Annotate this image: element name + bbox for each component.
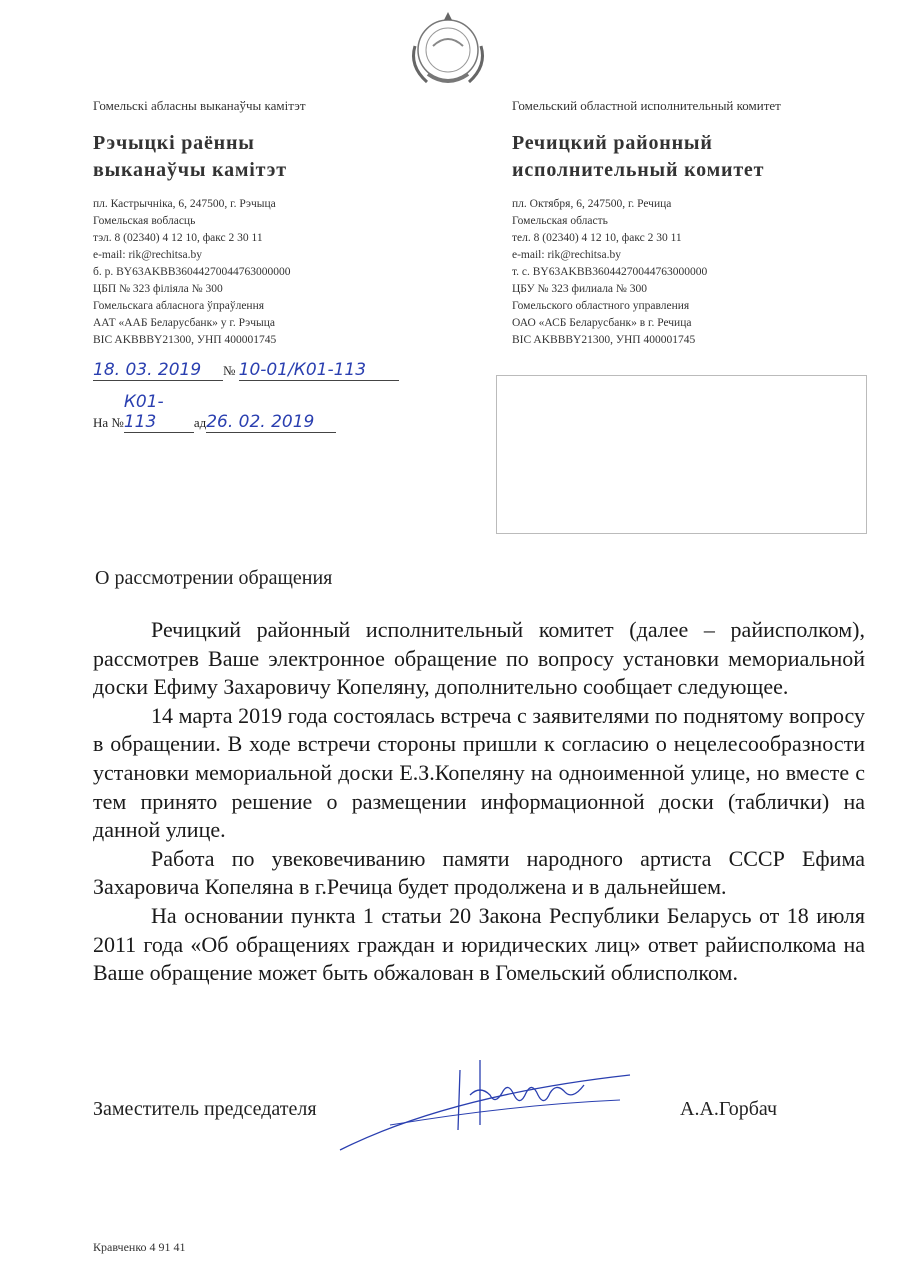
- address-line: ЦБУ № 323 филиала № 300: [512, 283, 648, 295]
- body-paragraph: Речицкий районный исполнительный комитет (далее – райисполком), рассмотрев Ваше электронное обращение по вопросу установки мемориальной доски Ефиму Захаровичу Копеляну, дополнительно сообщает следующее.: [93, 617, 865, 700]
- address-line: e-mail: rik@rechitsa.by: [93, 249, 202, 261]
- handwritten-signature: [330, 1055, 660, 1170]
- body-paragraph: На основании пункта 1 статьи 20 Закона Республики Беларусь от 18 июля 2011 года «Об обращениях граждан и юридических лиц» ответ райисполкома на Ваше обращение может быть обжалован в Гомельский облисполком.: [93, 902, 865, 986]
- address-line: пл. Октября, 6, 247500, г. Речица: [512, 198, 672, 210]
- body-paragraph: 14 марта 2019 года состоялась встреча с заявителями по поднятому вопросу в обращении. В ходе встречи стороны пришли к согласию о нецелесообразности установки мемориальной доски Е.З.Копеляну на одноименной улице, но вместе с тем принято решение о размещении информационной доски (таблички) на данной улице.: [93, 702, 865, 843]
- left-parent-org: Гомельскі абласны выканаўчы камітэт: [93, 98, 306, 113]
- address-line: б. р. BY63AKBB36044270044763000000: [93, 266, 291, 278]
- address-line: ААТ «ААБ Беларусбанк» у г. Рэчыца: [93, 317, 275, 329]
- footer-contact: Кравченко 4 91 41: [93, 1240, 186, 1254]
- handwritten-ref-date: 26. 02. 2019: [206, 412, 336, 433]
- recipient-address-box-redacted: [496, 375, 867, 534]
- right-org-title: [512, 130, 764, 184]
- handwritten-ref-number: К01-113: [124, 392, 194, 433]
- left-address-block: [93, 196, 291, 349]
- reference-row: [93, 392, 336, 433]
- address-line: ЦБП № 323 філіяла № 300: [93, 283, 223, 295]
- address-line: ОАО «АСБ Беларусбанк» в г. Речица: [512, 317, 692, 329]
- address-line: Гомельского областного управления: [512, 300, 690, 312]
- right-title-line: исполнительный комитет: [512, 159, 765, 181]
- address-line: Гомельская вобласць: [93, 215, 196, 227]
- coat-of-arms-emblem: [403, 6, 493, 97]
- address-line: BIC AKBBBY21300, УНП 400001745: [93, 334, 277, 346]
- number-label: №: [223, 363, 236, 378]
- signatory-position: Заместитель председателя: [93, 1098, 317, 1120]
- outgoing-number-row: [93, 360, 399, 381]
- left-org-title: [93, 130, 287, 184]
- body-paragraph: Работа по увековечиванию памяти народного артиста СССР Ефима Захаровича Копеляна в г.Речица будет продолжена и в дальнейшем.: [93, 845, 865, 900]
- right-parent-org: Гомельский областной исполнительный комитет: [512, 98, 781, 113]
- signatory-name: А.А.Горбач: [680, 1098, 778, 1120]
- address-line: e-mail: rik@rechitsa.by: [512, 249, 621, 261]
- subject-line: О рассмотрении обращения: [95, 567, 333, 589]
- letter-body: [93, 616, 865, 988]
- left-title-line: выканаўчы камітэт: [93, 159, 287, 181]
- handwritten-date: 18. 03. 2019: [93, 360, 223, 381]
- left-title-line: Рэчыцкі раённы: [93, 132, 255, 154]
- address-line: Гомельскага абласнога ўпраўлення: [93, 300, 265, 312]
- address-line: т. с. BY63AKBB36044270044763000000: [512, 266, 708, 278]
- address-line: пл. Кастрычніка, 6, 247500, г. Рэчыца: [93, 198, 276, 210]
- address-line: тел. 8 (02340) 4 12 10, факс 2 30 11: [512, 232, 682, 244]
- address-line: Гомельская область: [512, 215, 608, 227]
- address-line: тэл. 8 (02340) 4 12 10, факс 2 30 11: [93, 232, 263, 244]
- address-line: BIC AKBBBY21300, УНП 400001745: [512, 334, 696, 346]
- ref-label: На №: [93, 415, 124, 430]
- ref-from-label: ад: [193, 415, 207, 430]
- right-address-block: [512, 196, 707, 349]
- handwritten-number: 10-01/К01-113: [239, 360, 399, 381]
- right-title-line: Речицкий районный: [512, 132, 713, 154]
